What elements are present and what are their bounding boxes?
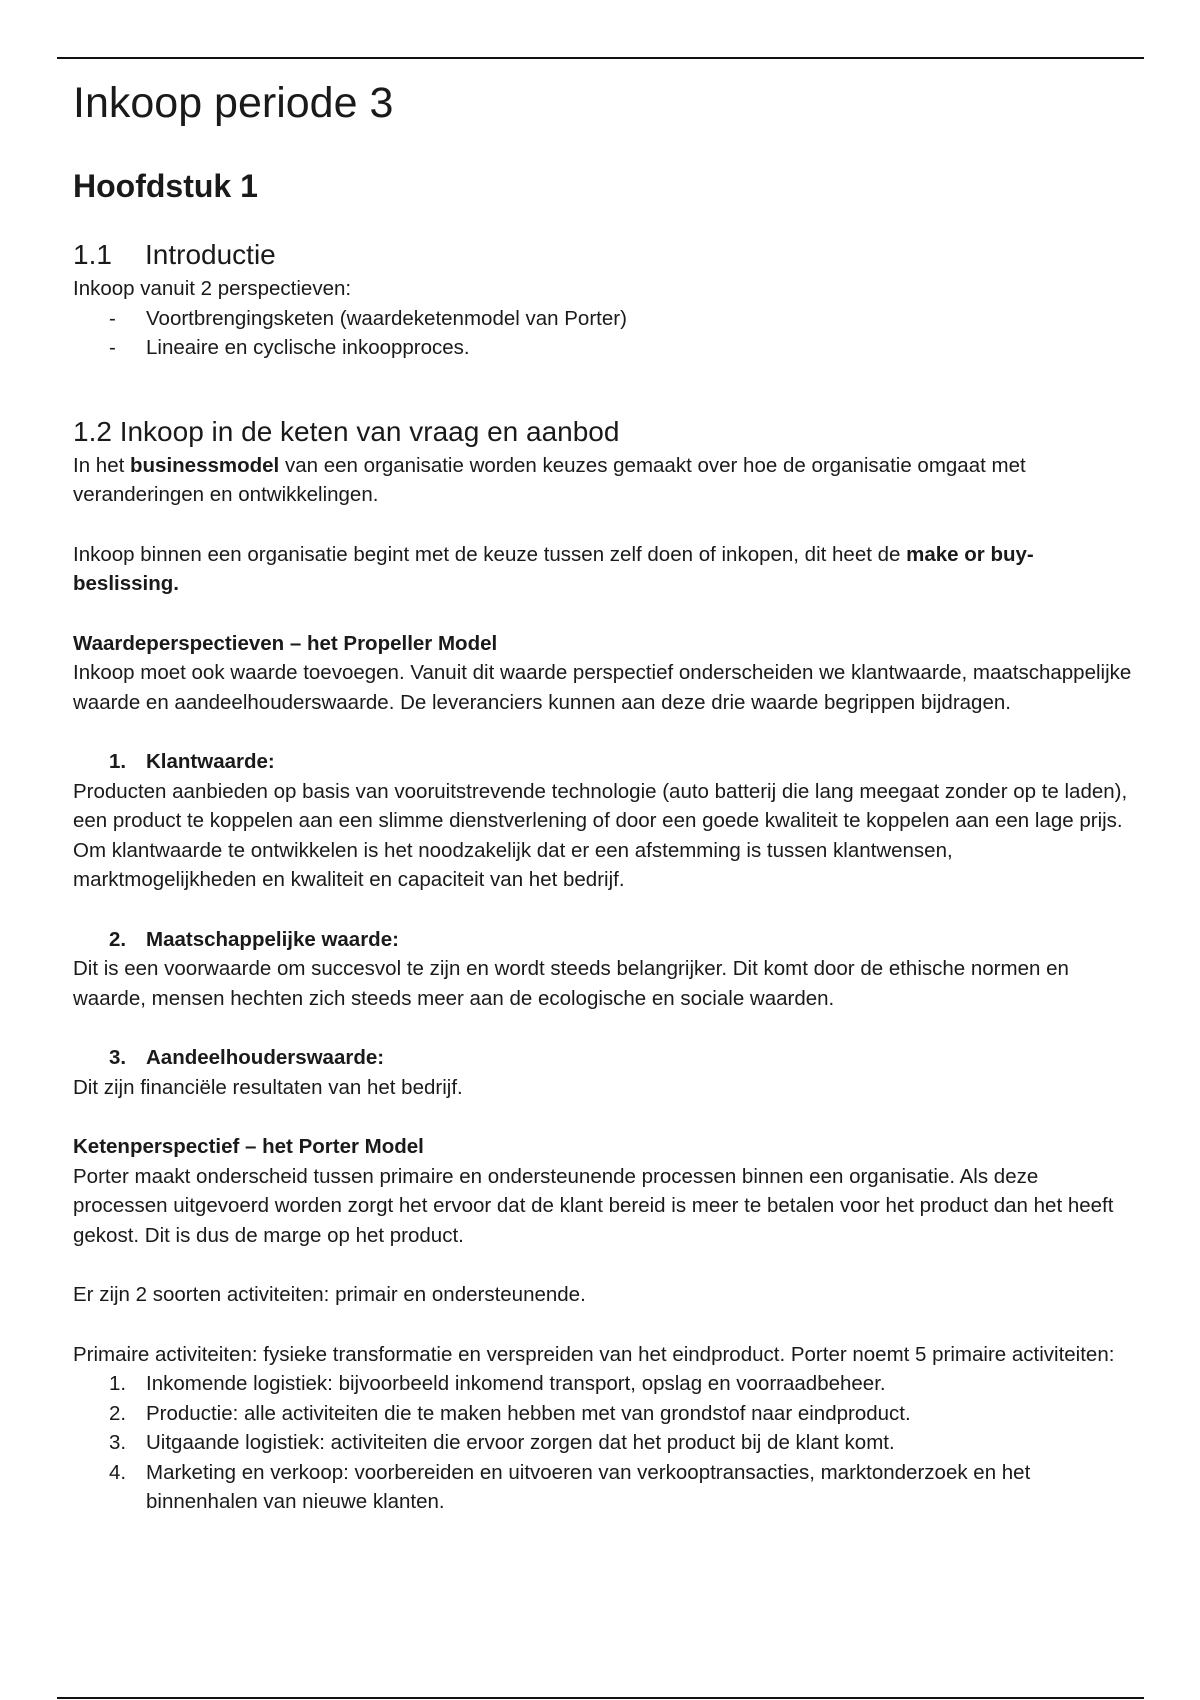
- value-1-heading: 1. Klantwaarde:: [109, 750, 275, 773]
- primary-activities-paragraph: Primaire activiteiten: fysieke transformatie en verspreiden van het eindproduct. Porter noemt 5 primaire activiteiten:: [73, 1342, 1115, 1366]
- businessmodel-paragraph: In het businessmodel van een organisatie worden keuzes gemaakt over hoe de organisatie omgaat met veranderingen en ontwikkelingen.: [73, 453, 1026, 506]
- activities-paragraph: Er zijn 2 soorten activiteiten: primair en ondersteunende.: [73, 1283, 586, 1306]
- list-dash: -: [109, 336, 116, 359]
- intro-text: Inkoop vanuit 2 perspectieven:: [73, 277, 352, 300]
- document-page: [73, 74, 1133, 1517]
- list-item: 2. Productie: alle activiteiten die te maken hebben met van grondstof naar eindproduct.: [109, 1401, 911, 1425]
- section-1-2-heading: 1.2 Inkoop in de keten van vraag en aanbod: [73, 415, 620, 447]
- list-dash: -: [109, 306, 116, 330]
- porter-paragraph: Porter maakt onderscheid tussen primaire en ondersteunende processen binnen een organisatie. Als deze processen uitgevoerd worden zorgt het ervoor dat de klant bereid is meer te betalen voor het product dan het heeft gekost. Dit is dus de marge op het product.: [73, 1164, 1114, 1247]
- primary-activities-list: [73, 1369, 1133, 1517]
- list-item: 3. Uitgaande logistiek: activiteiten die ervoor zorgen dat het product bij de klant komt.: [109, 1431, 895, 1454]
- section-number: 1.1: [73, 239, 112, 270]
- bottom-rule: [57, 1697, 1144, 1699]
- propeller-paragraph: Inkoop moet ook waarde toevoegen. Vanuit dit waarde perspectief onderscheiden we klantwaarde, maatschappelijke waarde en aandeelhouderswaarde. De leveranciers kunnen aan deze drie waarde begrippen bijdragen.: [73, 661, 1132, 714]
- chapter-heading: Hoofdstuk 1: [73, 168, 258, 204]
- value-3-text: Dit zijn financiële resultaten van het bedrijf.: [73, 1075, 463, 1099]
- document-title: Inkoop periode 3: [73, 79, 394, 127]
- value-1-text: Producten aanbieden op basis van vooruitstrevende technologie (auto batterij die lang meegaat zonder op te laden), een product te koppelen aan een slimme dienstverlening of door een goede kwaliteit te koppelen aan een lage prijs. Om klantwaarde te ontwikkelen is het noodzakelijk dat er een afstemming is tussen klantwensen, marktmogelijkheden en kwaliteit en capaciteit van het bedrijf.: [73, 779, 1128, 891]
- make-or-buy-paragraph: Inkoop binnen een organisatie begint met de keuze tussen zelf doen of inkopen, dit heet de make or buy-beslissing.: [73, 542, 1034, 595]
- section-title: Introductie: [145, 239, 276, 270]
- propeller-model-subheading: Waardeperspectieven – het Propeller Model: [73, 631, 498, 655]
- list-item: 4. Marketing en verkoop: voorbereiden en uitvoeren van verkooptransacties, marktonderzoek en het binnenhalen van nieuwe klanten.: [109, 1460, 1031, 1513]
- value-2-text: Dit is een voorwaarde om succesvol te zijn en wordt steeds belangrijker. Dit komt door de ethische normen en waarde, mensen hechten zich steeds meer aan de ecologische en sociale waarden.: [73, 957, 1069, 1010]
- section-1-1-heading: [73, 236, 1133, 274]
- list-item: 1. Inkomende logistiek: bijvoorbeeld inkomend transport, opslag en voorraadbeheer.: [109, 1372, 886, 1395]
- list-item: - Lineaire en cyclische inkoopproces.: [73, 333, 1133, 363]
- list-item: - Voortbrengingsketen (waardeketenmodel van Porter): [73, 304, 1133, 334]
- value-3-heading: 3. Aandeelhouderswaarde:: [109, 1046, 385, 1069]
- perspectives-list: [73, 304, 1133, 363]
- porter-model-subheading: Ketenperspectief – het Porter Model: [73, 1135, 424, 1158]
- top-rule: [57, 57, 1144, 59]
- value-2-heading: 2. Maatschappelijke waarde:: [109, 927, 399, 951]
